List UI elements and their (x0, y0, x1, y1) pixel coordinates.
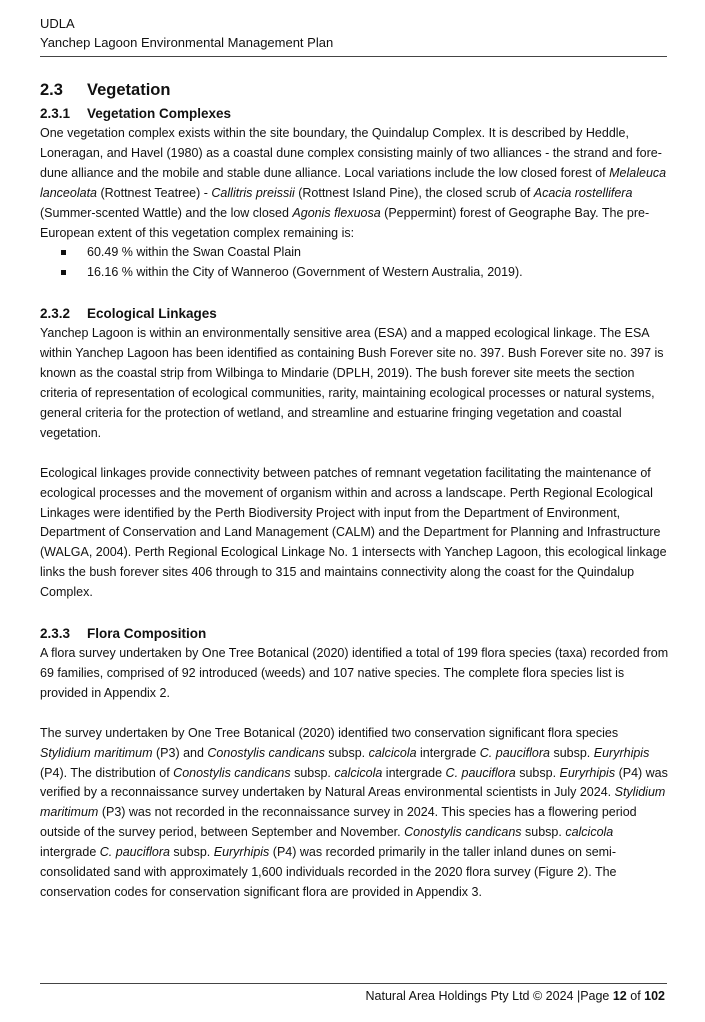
subsection-title: Ecological Linkages (87, 306, 217, 322)
text-run: One vegetation complex exists within the site boundary, the Quindalup Complex. It is described by Heddle, Loneragan, and Havel (1980) as a coastal dune complex consisting mainly of two alliances - the strand and fore-dune alliance and the mobile and stable dune alliance. Local variations include the low closed forest of (40, 126, 662, 180)
list-item-text: 16.16 % within the City of Wanneroo (Government of Western Australia, 2019). (87, 265, 523, 280)
paragraph-linkages: Ecological linkages provide connectivity between patches of remnant vegetation facilitating the maintenance of ecological processes and the movement of organism within and across a landscape. Perth Regional Ecological Linkages were identified by the Perth Biodiversity Project with input from the Department of Environment, Department of Conservation and Land Management (CALM) and the Department for Planning and Infrastructure (WALGA, 2004). Perth Regional Ecological Linkage No. 1 intersects with Yanchep Lagoon, this ecological linkage links the bush forever sites 406 through to 315 and maintains connectivity along the coast for the Quindalup Complex. (40, 465, 667, 600)
species-name: Euryrhipis (559, 765, 616, 780)
spacer (40, 704, 670, 724)
text-run: (P4) was verified by a reconnaissance survey undertaken by Natural Areas environmental scientists in July 2024. (40, 765, 668, 800)
page-total: 102 (644, 989, 665, 1003)
subsection-number: 2.3.1 (40, 106, 71, 121)
subsection-heading-ecological-linkages (40, 303, 670, 324)
species-name: Conostylis candicans (207, 745, 325, 760)
text-run: subsp. (521, 825, 566, 840)
text-run: (Rottnest Island Pine), the closed scrub of (294, 185, 534, 200)
species-name: Stylidium maritimum (40, 745, 153, 760)
species-name: calcicola (565, 825, 614, 840)
text-run: subsp. (169, 845, 214, 860)
page-content (40, 79, 670, 903)
species-name: C. pauciflora (479, 745, 550, 760)
subsection-number: 2.3.3 (40, 626, 71, 642)
subsection-heading-vegetation-complexes (40, 103, 670, 124)
text-run: (Rottnest Teatree) - (97, 185, 212, 200)
text-run: subsp. (515, 765, 560, 780)
species-name: Euryrhipis (593, 745, 650, 760)
species-name: Conostylis candicans (404, 825, 522, 840)
subsection-number: 2.3.2 (40, 306, 71, 322)
footer-divider (40, 983, 667, 984)
text-run: intergrade (382, 765, 446, 780)
species-name: C. pauciflora (99, 845, 170, 860)
species-name: Euryrhipis (213, 845, 270, 860)
species-name: Acacia rostellifera (533, 185, 633, 200)
header-org: UDLA (40, 16, 75, 31)
header-divider (40, 56, 667, 57)
footer-of: of (626, 989, 645, 1003)
text-run: subsp. (290, 765, 335, 780)
list-item (40, 263, 670, 283)
text-run: (P3) and (152, 745, 208, 760)
text-run: (Peppermint) forest of Geographe Bay. The pre-European extent of this vegetation complex remaining is: (40, 205, 650, 240)
spacer (40, 283, 670, 303)
species-name: Agonis flexuosa (292, 205, 381, 220)
header-document-title: Yanchep Lagoon Environmental Management Plan (40, 35, 334, 50)
species-name: calcicola (334, 765, 383, 780)
page-number: 12 (612, 989, 627, 1003)
species-name: Conostylis candicans (173, 765, 291, 780)
species-name: Stylidium maritimum (40, 785, 666, 820)
list-item (40, 243, 670, 263)
section-number: 2.3 (40, 81, 63, 99)
square-bullet-icon (61, 250, 66, 255)
text-run: (P4). The distribution of (40, 765, 174, 780)
text-run: (P4) was recorded primarily in the taller inland dunes on semi-consolidated sand with approximately 1,600 individuals recorded in the 2020 flora survey (Figure 2). The conservation codes for conservation significant flora are provided in Appendix 3. (40, 845, 617, 899)
text-run: subsp. (324, 745, 369, 760)
list-item-text: 60.49 % within the Swan Coastal Plain (87, 245, 302, 260)
section-title: Vegetation (87, 81, 171, 99)
text-run: (Summer-scented Wattle) and the low closed (40, 205, 293, 220)
subsection-title: Flora Composition (87, 626, 207, 642)
extent-list (40, 243, 670, 283)
square-bullet-icon (61, 270, 66, 275)
footer-copyright: Natural Area Holdings Pty Ltd © 2024 |Page (365, 989, 613, 1003)
spacer (40, 444, 670, 464)
section-heading (40, 79, 670, 101)
paragraph-flora-survey: A flora survey undertaken by One Tree Botanical (2020) identified a total of 199 flora species (taxa) recorded from 69 families, comprised of 92 introduced (weeds) and 107 native species. The complete flora species list is provided in Appendix 2. (40, 646, 669, 700)
page-footer (366, 987, 665, 1006)
species-name: calcicola (368, 745, 417, 760)
page-header (40, 14, 666, 52)
text-run: subsp. (549, 745, 594, 760)
text-run: intergrade (40, 845, 100, 860)
species-name: Melaleuca lanceolata (40, 165, 667, 200)
text-run: The survey undertaken by One Tree Botanical (2020) identified two conservation significant flora species (40, 725, 619, 740)
subsection-heading-flora-composition (40, 623, 670, 644)
text-run: (P3) was not recorded in the reconnaissance survey in 2024. This species has a flowering period outside of the survey period, between September and November. (40, 805, 637, 840)
paragraph-esa: Yanchep Lagoon is within an environmentally sensitive area (ESA) and a mapped ecological linkage. The ESA within Yanchep Lagoon has been identified as containing Bush Forever site no. 397. Bush Forever site no. 397 is known as the coastal strip from Wilbinga to Mindarie (DPLH, 2019). The bush forever site meets the section criteria of representation of ecological communities, rarity, maintaining ecological processes or natural systems, general criteria for the protection of wetland, and streamline and estuarine fringing vegetation and coastal vegetation. (40, 326, 664, 440)
spacer (40, 603, 670, 623)
text-run: intergrade (416, 745, 480, 760)
subsection-title: Vegetation Complexes (87, 106, 232, 121)
species-name: C. pauciflora (445, 765, 516, 780)
species-name: Callitris preissii (211, 185, 295, 200)
paragraph-vegetation-complexes (40, 124, 670, 243)
paragraph-conservation-flora (40, 724, 670, 903)
